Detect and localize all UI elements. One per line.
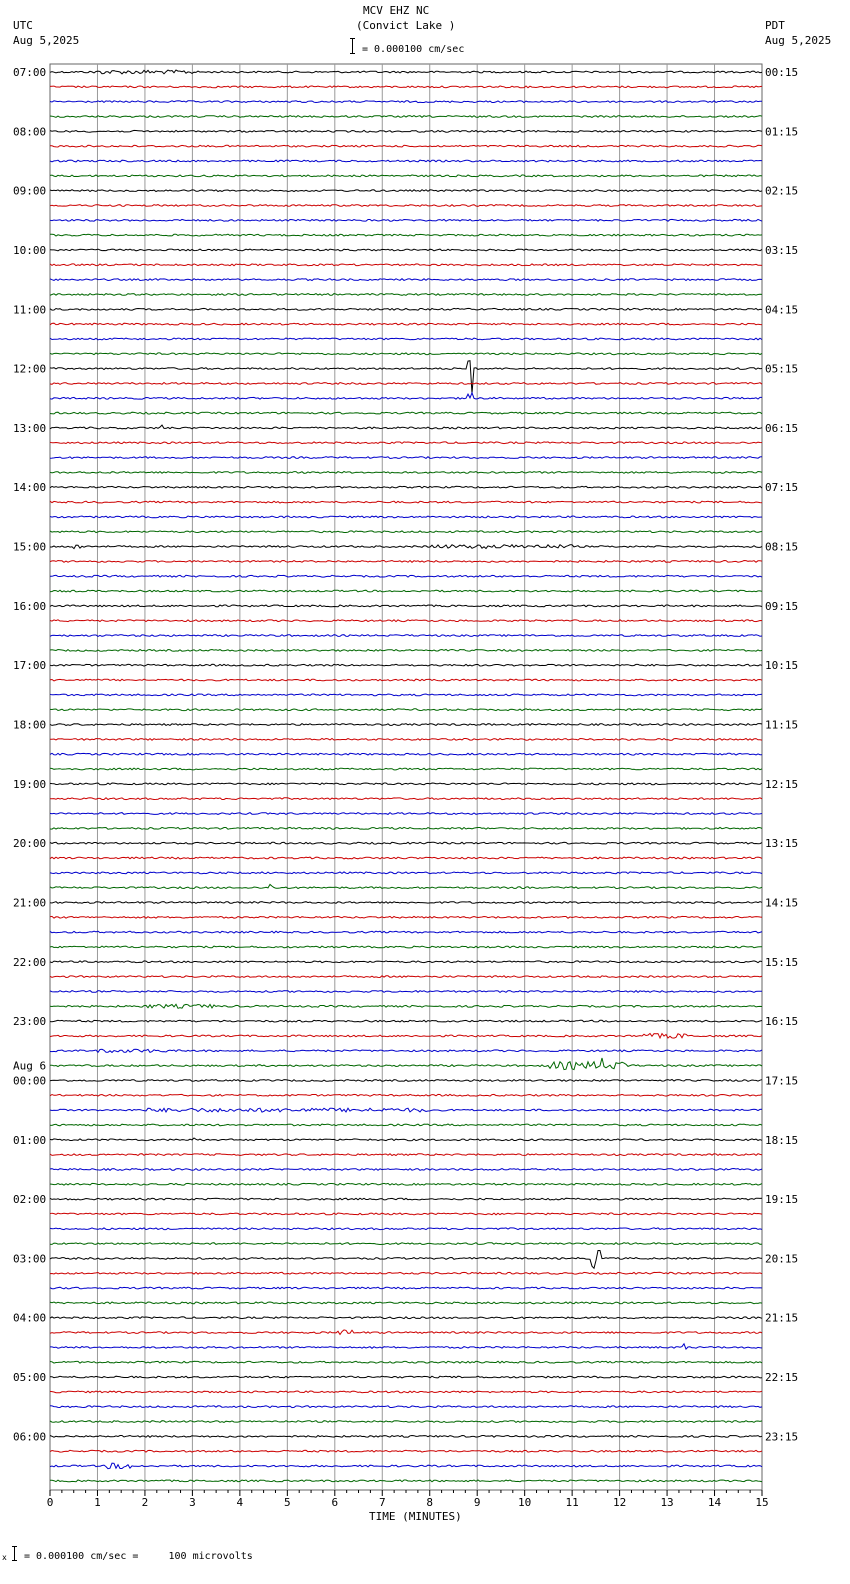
trace-line bbox=[50, 294, 762, 296]
trace-line bbox=[50, 1004, 762, 1008]
trace-line bbox=[50, 1080, 762, 1082]
station-title: MCV EHZ NC bbox=[363, 4, 430, 17]
left-hour-label: 14:00 bbox=[13, 481, 47, 495]
left-date: Aug 5,2025 bbox=[13, 34, 80, 47]
x-tick-label: 4 bbox=[236, 1496, 244, 1509]
trace-line bbox=[50, 1183, 762, 1185]
time-axis bbox=[13, 66, 798, 1509]
trace-line bbox=[50, 902, 762, 904]
trace-line bbox=[50, 620, 762, 622]
left-hour-label: 08:00 bbox=[13, 125, 47, 139]
left-hour-label: 01:00 bbox=[13, 1133, 47, 1147]
trace-line bbox=[50, 694, 762, 696]
left-hour-label: 09:00 bbox=[13, 184, 47, 198]
trace-line bbox=[50, 1391, 762, 1393]
trace-line bbox=[50, 130, 762, 132]
left-hour-label: 05:00 bbox=[13, 1371, 47, 1385]
right-date: Aug 5,2025 bbox=[765, 34, 832, 47]
trace-line bbox=[50, 635, 762, 637]
trace-line bbox=[50, 1169, 762, 1171]
trace-line bbox=[50, 724, 762, 726]
trace-line bbox=[50, 1124, 762, 1126]
trace-line bbox=[50, 486, 762, 488]
trace-line bbox=[50, 650, 762, 652]
trace-line bbox=[50, 739, 762, 741]
trace-line bbox=[50, 1376, 762, 1378]
trace-line bbox=[50, 1361, 762, 1363]
left-hour-label: 04:00 bbox=[13, 1311, 47, 1325]
trace-line bbox=[50, 872, 762, 874]
trace-line bbox=[50, 768, 762, 770]
right-hour-label: 11:15 bbox=[765, 718, 799, 732]
seismic-traces bbox=[50, 70, 762, 1482]
trace-line bbox=[50, 1094, 762, 1096]
right-hour-label: 12:15 bbox=[765, 777, 799, 791]
trace-line bbox=[50, 205, 762, 207]
trace-line bbox=[50, 457, 762, 459]
trace-line bbox=[50, 798, 762, 800]
right-hour-label: 21:15 bbox=[765, 1311, 799, 1325]
trace-line bbox=[50, 783, 762, 785]
left-hour-label: 07:00 bbox=[13, 66, 47, 79]
trace-line bbox=[50, 1138, 762, 1141]
trace-line bbox=[50, 160, 762, 162]
trace-line bbox=[50, 516, 762, 518]
left-hour-label: 16:00 bbox=[13, 599, 47, 613]
left-hour-label: 00:00 bbox=[13, 1074, 47, 1088]
x-tick-label: 2 bbox=[141, 1496, 149, 1509]
trace-line bbox=[50, 425, 762, 429]
left-hour-label: 12:00 bbox=[13, 362, 47, 376]
trace-line bbox=[50, 857, 762, 859]
trace-line bbox=[50, 916, 762, 918]
trace-line bbox=[50, 884, 762, 888]
x-tick-label: 14 bbox=[707, 1496, 722, 1509]
trace-line bbox=[50, 813, 762, 815]
trace-line bbox=[50, 361, 762, 394]
right-hour-label: 08:15 bbox=[765, 540, 799, 554]
trace-line bbox=[50, 605, 762, 607]
trace-line bbox=[50, 234, 762, 236]
trace-line bbox=[50, 264, 762, 266]
trace-line bbox=[50, 1243, 762, 1245]
trace-line bbox=[50, 1421, 762, 1423]
trace-line bbox=[50, 1154, 762, 1156]
trace-line bbox=[50, 1480, 762, 1482]
trace-line bbox=[50, 353, 762, 355]
right-hour-label: 01:15 bbox=[765, 125, 799, 139]
left-hour-label: 17:00 bbox=[13, 659, 47, 673]
trace-line bbox=[50, 70, 762, 74]
x-tick-label: 12 bbox=[612, 1496, 627, 1509]
right-hour-label: 22:15 bbox=[765, 1371, 799, 1385]
trace-line bbox=[50, 279, 762, 281]
trace-line bbox=[50, 545, 762, 549]
right-hour-label: 10:15 bbox=[765, 659, 799, 673]
trace-line bbox=[50, 946, 762, 948]
trace-line bbox=[50, 412, 762, 414]
station-location: (Convict Lake ) bbox=[356, 19, 456, 32]
trace-line bbox=[50, 1049, 762, 1052]
scale-bar-icon bbox=[350, 38, 355, 54]
x-tick-label: 8 bbox=[426, 1496, 434, 1509]
trace-line bbox=[50, 664, 762, 666]
left-hour-label: 02:00 bbox=[13, 1193, 47, 1207]
trace-line bbox=[50, 931, 762, 933]
trace-line bbox=[50, 1436, 762, 1438]
trace-line bbox=[50, 842, 762, 844]
right-hour-label: 18:15 bbox=[765, 1133, 799, 1147]
trace-line bbox=[50, 1034, 762, 1039]
x-tick-label: 9 bbox=[473, 1496, 481, 1509]
left-hour-label: 21:00 bbox=[13, 896, 47, 910]
footer-mark: x bbox=[2, 1553, 7, 1562]
trace-line bbox=[50, 1020, 762, 1022]
x-tick-label: 11 bbox=[565, 1496, 579, 1509]
trace-line bbox=[50, 219, 762, 221]
trace-line bbox=[50, 561, 762, 563]
trace-line bbox=[50, 383, 762, 385]
left-hour-label: 03:00 bbox=[13, 1252, 47, 1266]
trace-line bbox=[50, 1272, 762, 1274]
right-timezone: PDT bbox=[765, 19, 785, 32]
trace-line bbox=[50, 101, 762, 103]
x-tick-label: 3 bbox=[189, 1496, 196, 1509]
trace-line bbox=[50, 393, 762, 399]
left-hour-label: 22:00 bbox=[13, 955, 47, 969]
x-tick-label: 15 bbox=[755, 1496, 769, 1509]
footer-scale-bar-icon bbox=[12, 1546, 17, 1561]
trace-line bbox=[50, 308, 762, 310]
trace-line bbox=[50, 1463, 762, 1469]
right-hour-label: 16:15 bbox=[765, 1015, 799, 1029]
right-hour-label: 19:15 bbox=[765, 1193, 799, 1207]
x-tick-label: 1 bbox=[94, 1496, 101, 1509]
trace-line bbox=[50, 531, 762, 533]
left-hour-label: 19:00 bbox=[13, 777, 47, 791]
trace-line bbox=[50, 338, 762, 340]
left-hour-label: 11:00 bbox=[13, 303, 47, 317]
trace-line bbox=[50, 1251, 762, 1269]
x-tick-label: 13 bbox=[660, 1496, 674, 1509]
right-hour-label: 05:15 bbox=[765, 362, 799, 376]
left-hour-label: 23:00 bbox=[13, 1015, 47, 1029]
left-hour-label: 18:00 bbox=[13, 718, 47, 732]
x-axis-label: TIME (MINUTES) bbox=[369, 1510, 462, 1523]
trace-line bbox=[50, 991, 762, 993]
left-hour-label: 10:00 bbox=[13, 243, 47, 257]
trace-line bbox=[50, 86, 762, 88]
trace-line bbox=[50, 1450, 762, 1452]
trace-line bbox=[50, 679, 762, 681]
right-hour-label: 15:15 bbox=[765, 955, 799, 969]
x-tick-label: 5 bbox=[284, 1496, 291, 1509]
left-hour-label: 15:00 bbox=[13, 540, 47, 554]
right-hour-label: 02:15 bbox=[765, 184, 799, 198]
trace-line bbox=[50, 1228, 762, 1230]
left-timezone: UTC bbox=[13, 19, 33, 32]
trace-line bbox=[50, 1108, 762, 1112]
trace-line bbox=[50, 1302, 762, 1304]
trace-line bbox=[50, 709, 762, 711]
left-hour-label: 20:00 bbox=[13, 837, 47, 851]
left-hour-label: 13:00 bbox=[13, 421, 47, 435]
right-hour-label: 04:15 bbox=[765, 303, 799, 317]
plot-frame bbox=[50, 64, 762, 1490]
trace-line bbox=[50, 1287, 762, 1289]
trace-line bbox=[50, 961, 762, 963]
trace-line bbox=[50, 575, 762, 577]
right-hour-label: 13:15 bbox=[765, 837, 799, 851]
footer-scale-label: = 0.000100 cm/sec = 100 microvolts bbox=[24, 1551, 253, 1562]
trace-line bbox=[50, 501, 762, 503]
left-date-label: Aug 6 bbox=[13, 1059, 47, 1073]
right-hour-label: 14:15 bbox=[765, 896, 799, 910]
trace-line bbox=[50, 249, 762, 251]
trace-line bbox=[50, 472, 762, 474]
trace-line bbox=[50, 1317, 762, 1319]
right-hour-label: 09:15 bbox=[765, 599, 799, 613]
trace-line bbox=[50, 442, 762, 444]
trace-line bbox=[50, 976, 762, 978]
x-tick-label: 0 bbox=[46, 1496, 54, 1509]
trace-line bbox=[50, 190, 762, 192]
trace-line bbox=[50, 175, 762, 177]
grid-lines bbox=[50, 64, 762, 1490]
right-hour-label: 17:15 bbox=[765, 1074, 799, 1088]
trace-line bbox=[50, 1058, 762, 1070]
trace-line bbox=[50, 1330, 762, 1335]
trace-line bbox=[50, 116, 762, 118]
right-hour-label: 07:15 bbox=[765, 481, 799, 495]
scale-label: = 0.000100 cm/sec bbox=[362, 44, 465, 55]
trace-line bbox=[50, 753, 762, 755]
right-hour-label: 23:15 bbox=[765, 1430, 799, 1444]
trace-line bbox=[50, 1406, 762, 1408]
trace-line bbox=[50, 827, 762, 829]
trace-line bbox=[50, 590, 762, 592]
right-hour-label: 00:15 bbox=[765, 66, 799, 79]
right-hour-label: 20:15 bbox=[765, 1252, 799, 1266]
trace-line bbox=[50, 1213, 762, 1215]
right-hour-label: 03:15 bbox=[765, 243, 799, 257]
x-tick-label: 6 bbox=[331, 1496, 339, 1509]
trace-line bbox=[50, 1344, 762, 1349]
left-hour-label: 06:00 bbox=[13, 1430, 47, 1444]
trace-line bbox=[50, 145, 762, 147]
right-hour-label: 06:15 bbox=[765, 421, 799, 435]
x-tick-label: 10 bbox=[518, 1496, 532, 1509]
trace-line bbox=[50, 323, 762, 325]
trace-line bbox=[50, 1198, 762, 1200]
x-tick-label: 7 bbox=[378, 1496, 386, 1509]
